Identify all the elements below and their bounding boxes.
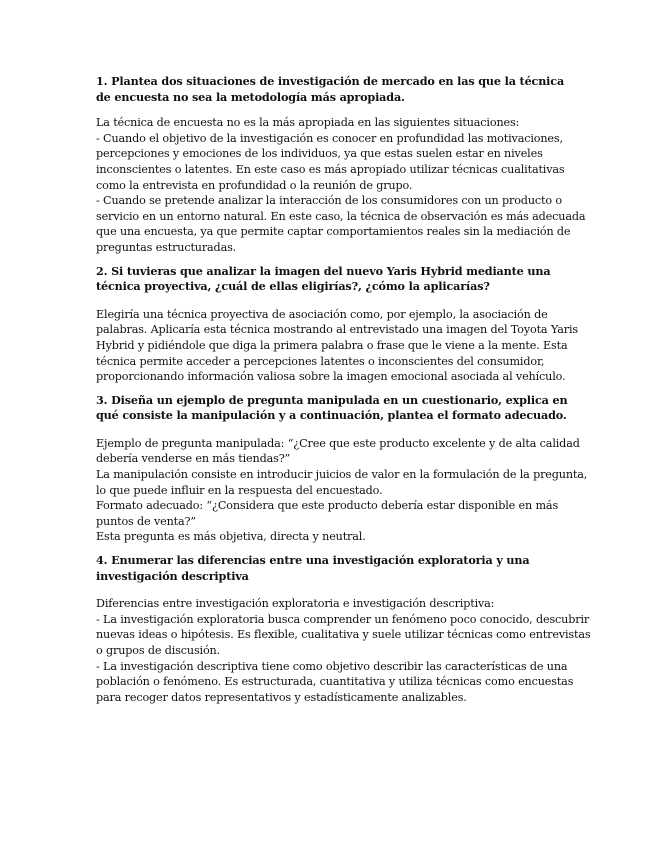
- question-4-heading: [96, 553, 566, 584]
- answer-line: palabras. Aplicaría esta técnica mostrando al entrevistado una imagen del Toyota Yaris: [96, 323, 578, 337]
- answer-line: - La investigación descriptiva tiene como objetivo describir las características de una: [96, 659, 568, 673]
- answer-line: población o fenómeno. Es estructurada, cuantitativa y utiliza técnicas como encuestas: [96, 675, 574, 689]
- answer-line: Esta pregunta es más objetiva, directa y neutral.: [96, 530, 366, 544]
- answer-line: La manipulación consiste en introducir juicios de valor en la formulación de la pregunta,: [96, 468, 588, 482]
- answer-line: - Cuando se pretende analizar la interacción de los consumidores con un producto o: [96, 194, 562, 208]
- answer-line: Formato adecuado: “¿Considera que este producto debería estar disponible en más: [96, 499, 559, 513]
- question-line: 4. Enumerar las diferencias entre una investigación exploratoria y una: [96, 553, 530, 568]
- answer-line: - La investigación exploratoria busca comprender un fenómeno poco conocido, descubrir: [96, 612, 590, 626]
- answer-line: Elegiría una técnica proyectiva de asociación como, por ejemplo, la asociación de: [96, 307, 548, 321]
- question-line: de encuesta no sea la metodología más apropiada.: [96, 89, 405, 104]
- question-2-heading: [96, 264, 566, 295]
- answer-line: técnica permite acceder a percepciones latentes o inconscientes del consumidor,: [96, 354, 545, 368]
- answer-line: servicio en un entorno natural. En este caso, la técnica de observación es más adecuada: [96, 209, 586, 223]
- answer-1: [96, 115, 586, 255]
- question-line: qué consiste la manipulación y a continuación, plantea el formato adecuado.: [96, 408, 567, 423]
- answer-line: que una encuesta, ya que permite captar comportamientos reales sin la mediación de: [96, 225, 571, 239]
- answer-line: puntos de venta?”: [96, 514, 196, 528]
- answer-line: lo que puede influir en la respuesta del encuestado.: [96, 483, 383, 497]
- section-4: [96, 553, 591, 705]
- question-1-heading: [96, 74, 566, 105]
- question-line: investigación descriptiva: [96, 568, 249, 583]
- section-2: [96, 263, 578, 385]
- question-line: 1. Plantea dos situaciones de investigación de mercado en las que la técnica: [96, 74, 565, 88]
- section-3: [96, 392, 588, 545]
- section-1: [96, 74, 586, 256]
- answer-line: - Cuando el objetivo de la investigación es conocer en profundidad las motivaciones,: [96, 131, 563, 145]
- answer-3: [96, 436, 588, 545]
- question-line: 3. Diseña un ejemplo de pregunta manipulada en un cuestionario, explica en: [96, 392, 568, 407]
- answer-line: nuevas ideas o hipótesis. Es flexible, cualitativa y suele utilizar técnicas como entrevistas: [96, 628, 591, 642]
- answer-line: o grupos de discusión.: [96, 644, 221, 657]
- answer-4: [96, 596, 591, 705]
- answer-line: percepciones y emociones de los individuos, ya que estas suelen estar en niveles: [96, 147, 543, 161]
- answer-line: Hybrid y pidiéndole que diga la primera palabra o frase que le viene a la mente. Esta: [96, 338, 568, 352]
- answer-line: preguntas estructuradas.: [96, 240, 237, 254]
- question-3-heading: [96, 393, 566, 424]
- answer-line: para recoger datos representativos y estadísticamente analizables.: [96, 690, 467, 704]
- answer-line: como la entrevista en profundidad o la reunión de grupo.: [96, 178, 413, 192]
- answer-line: Ejemplo de pregunta manipulada: “¿Cree que este producto excelente y de alta calidad: [96, 436, 580, 450]
- answer-line: proporcionando información valiosa sobre la imagen emocional asociada al vehículo.: [96, 370, 566, 384]
- answer-line: debería venderse en más tiendas?”: [96, 452, 291, 466]
- answer-line: La técnica de encuesta no es la más apropiada en las siguientes situaciones:: [96, 116, 520, 130]
- answer-line: Diferencias entre investigación exploratoria e investigación descriptiva:: [96, 597, 495, 611]
- answer-2: [96, 307, 578, 385]
- document-content: [96, 74, 591, 713]
- question-line: técnica proyectiva, ¿cuál de ellas eligirías?, ¿cómo la aplicarías?: [96, 279, 490, 294]
- answer-line: inconscientes o latentes. En este caso es más apropiado utilizar técnicas cualitativas: [96, 162, 565, 176]
- question-line: 2. Si tuvieras que analizar la imagen del nuevo Yaris Hybrid mediante una: [96, 263, 551, 278]
